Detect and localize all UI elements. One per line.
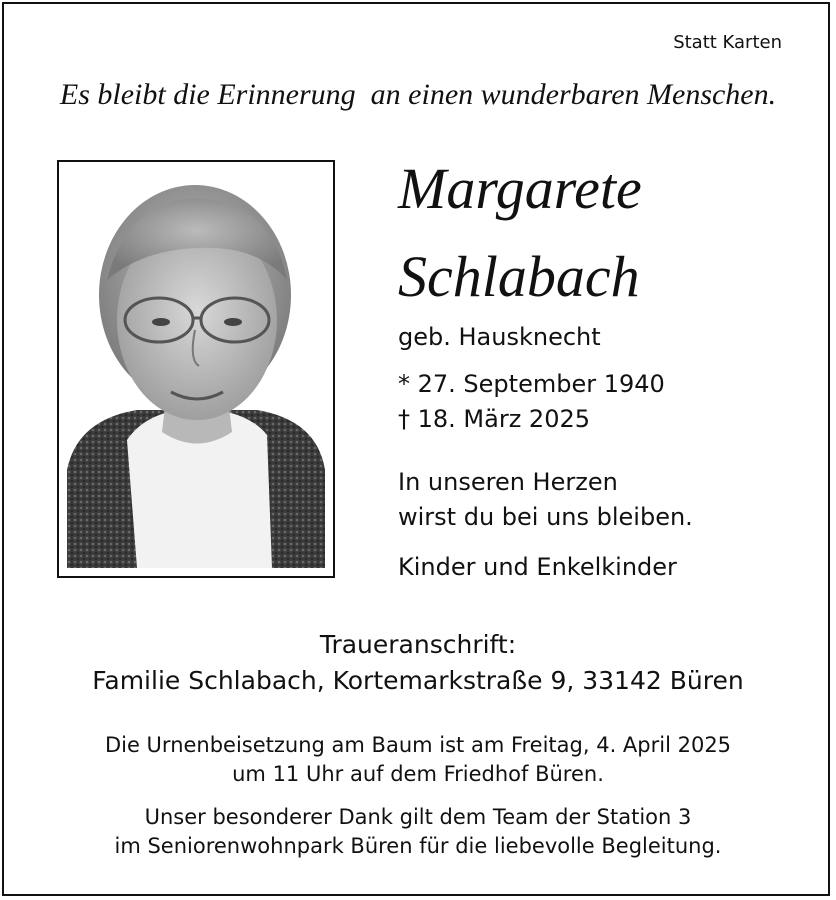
verse-line-2: wirst du bei uns bleiben. [398, 503, 693, 531]
birth-date: * 27. September 1940 [398, 370, 665, 398]
portrait-photo [57, 160, 335, 578]
birth-name: geb. Hausknecht [398, 323, 601, 351]
funeral-line-1: Die Urnenbeisetzung am Baum ist am Freitag, 4. April 2025 [104, 733, 732, 757]
signature-line: Kinder und Enkelkinder [398, 553, 677, 581]
last-name: Schlabach [398, 244, 640, 309]
address: Familie Schlabach, Kortemarkstraße 9, 33142 Büren [92, 666, 744, 695]
portrait-image [67, 170, 325, 568]
funeral-line-2: um 11 Uhr auf dem Friedhof Büren. [232, 762, 604, 786]
thanks-line-1: Unser besonderer Dank gilt dem Team der Station 3 [144, 805, 692, 829]
statt-karten-label: Statt Karten [673, 32, 782, 53]
verse-line-1: In unseren Herzen [398, 468, 618, 496]
address-heading: Traueranschrift: [319, 630, 517, 659]
motto-heading: Es bleibt die Erinnerung an einen wunderbaren Menschen. [59, 78, 777, 111]
thanks-line-2: im Seniorenwohnpark Büren für die liebevolle Begleitung. [114, 834, 722, 858]
death-date: † 18. März 2025 [398, 405, 591, 433]
first-name: Margarete [398, 156, 642, 221]
